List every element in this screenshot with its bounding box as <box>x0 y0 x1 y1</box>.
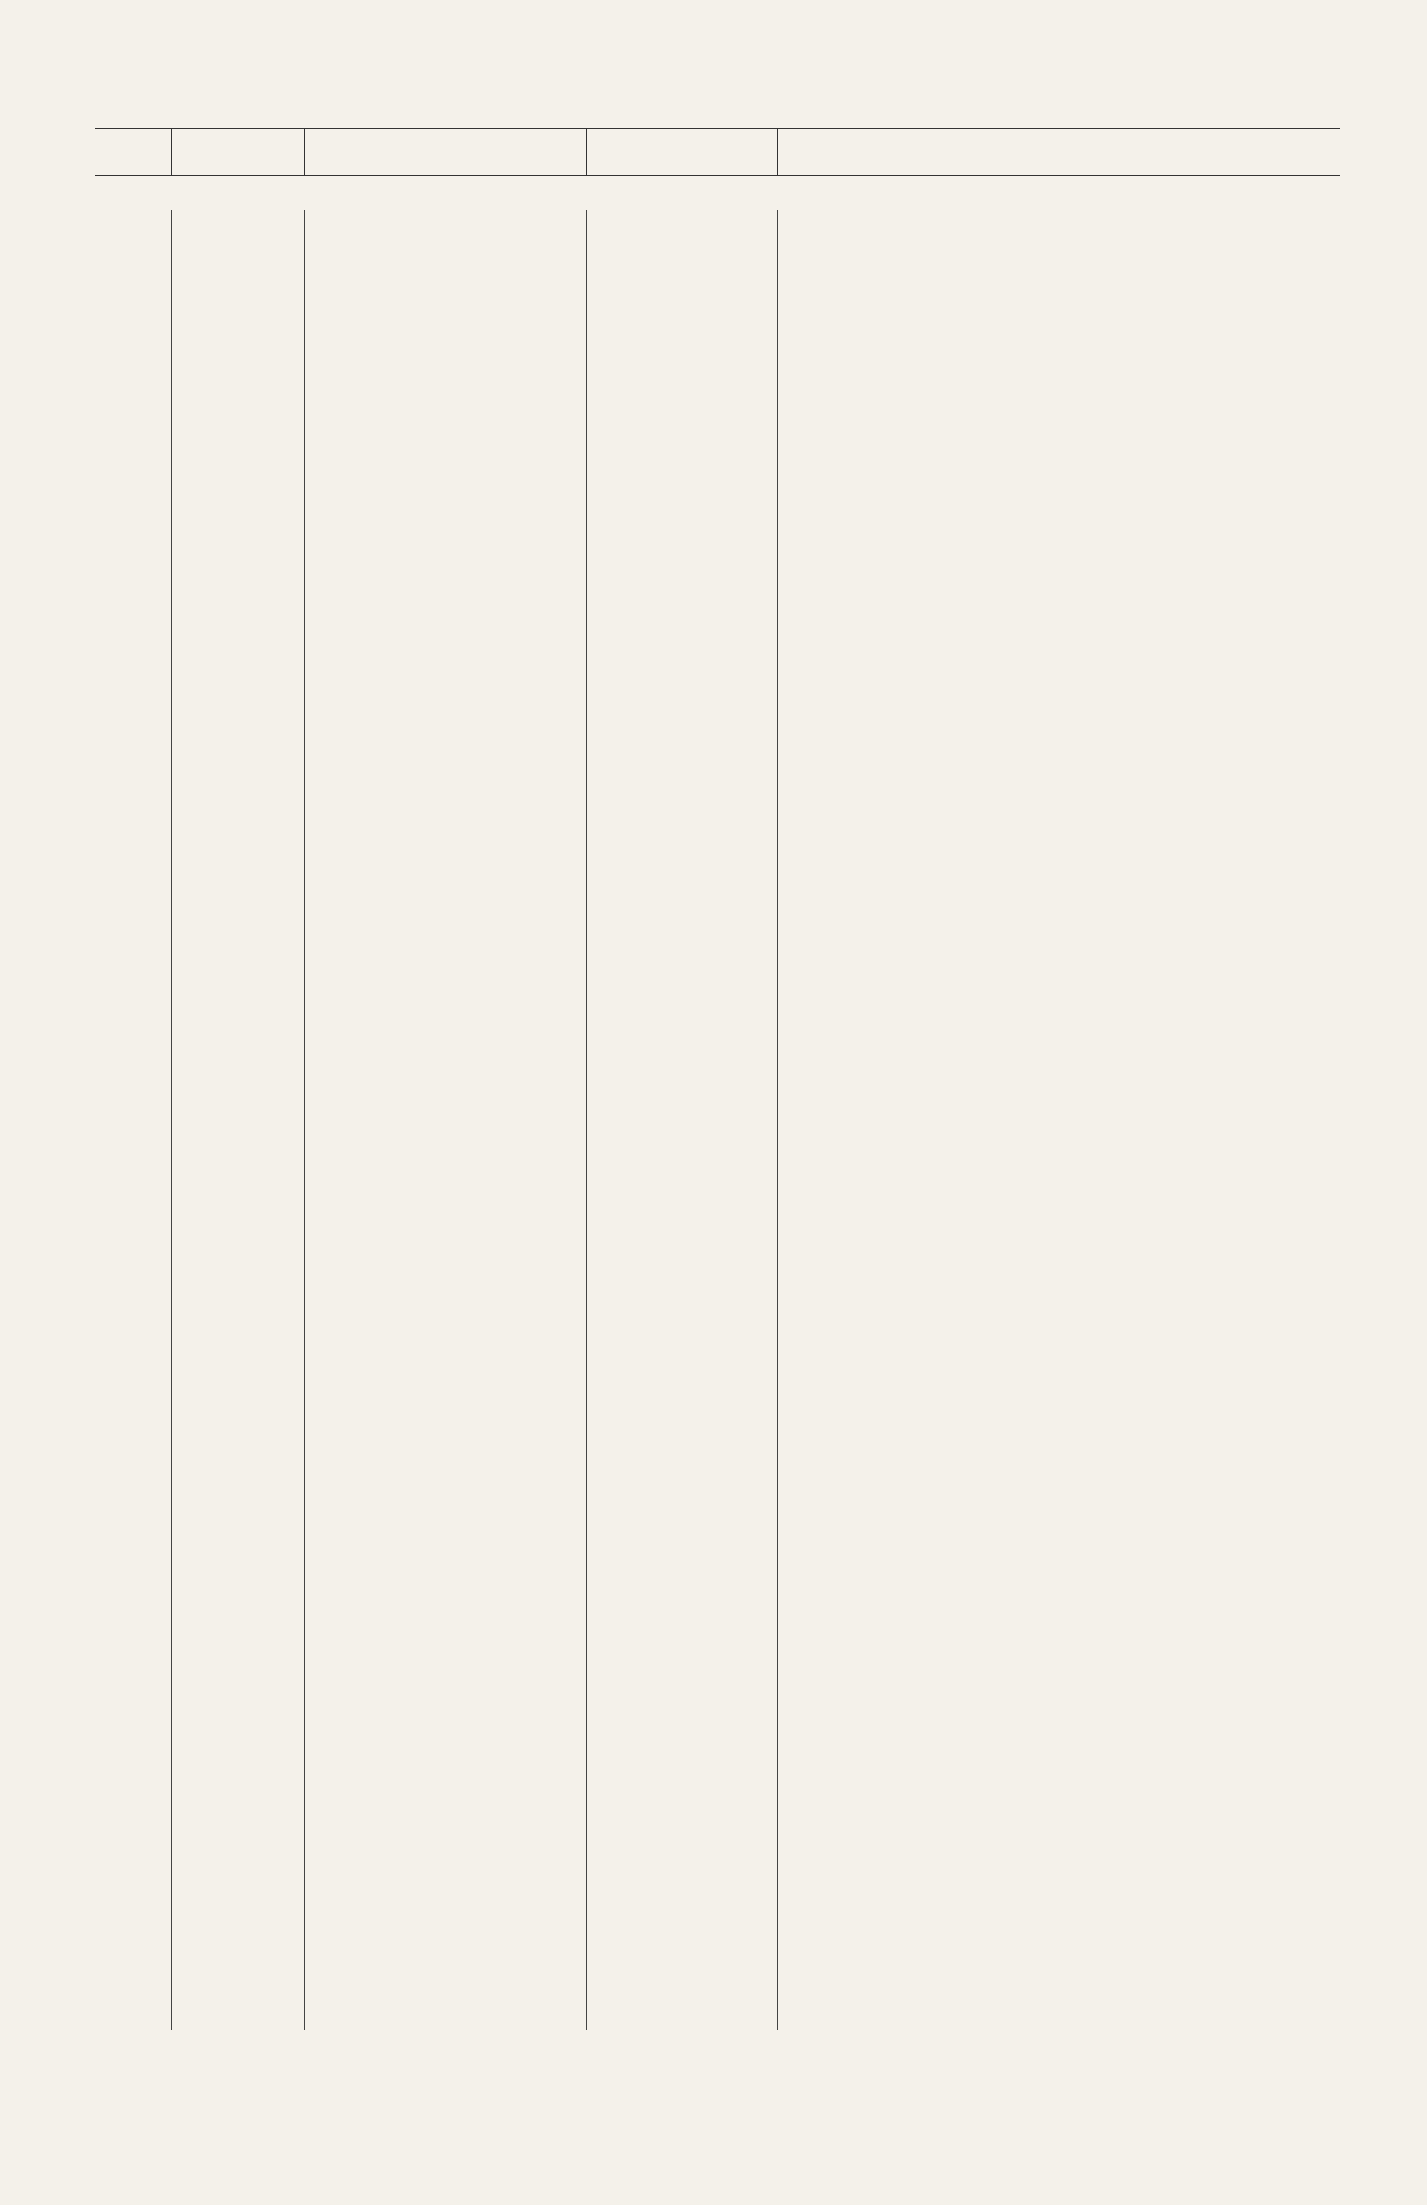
header-occupation <box>586 129 778 175</box>
column-divider <box>304 210 305 2030</box>
column-divider <box>171 210 172 2030</box>
column-divider <box>777 210 778 2030</box>
header-reg-no <box>95 129 172 175</box>
header-rank <box>171 129 305 175</box>
header-name <box>304 129 587 175</box>
header-next-of-kin <box>777 129 1340 175</box>
table-header <box>95 128 1340 176</box>
column-divider <box>586 210 587 2030</box>
